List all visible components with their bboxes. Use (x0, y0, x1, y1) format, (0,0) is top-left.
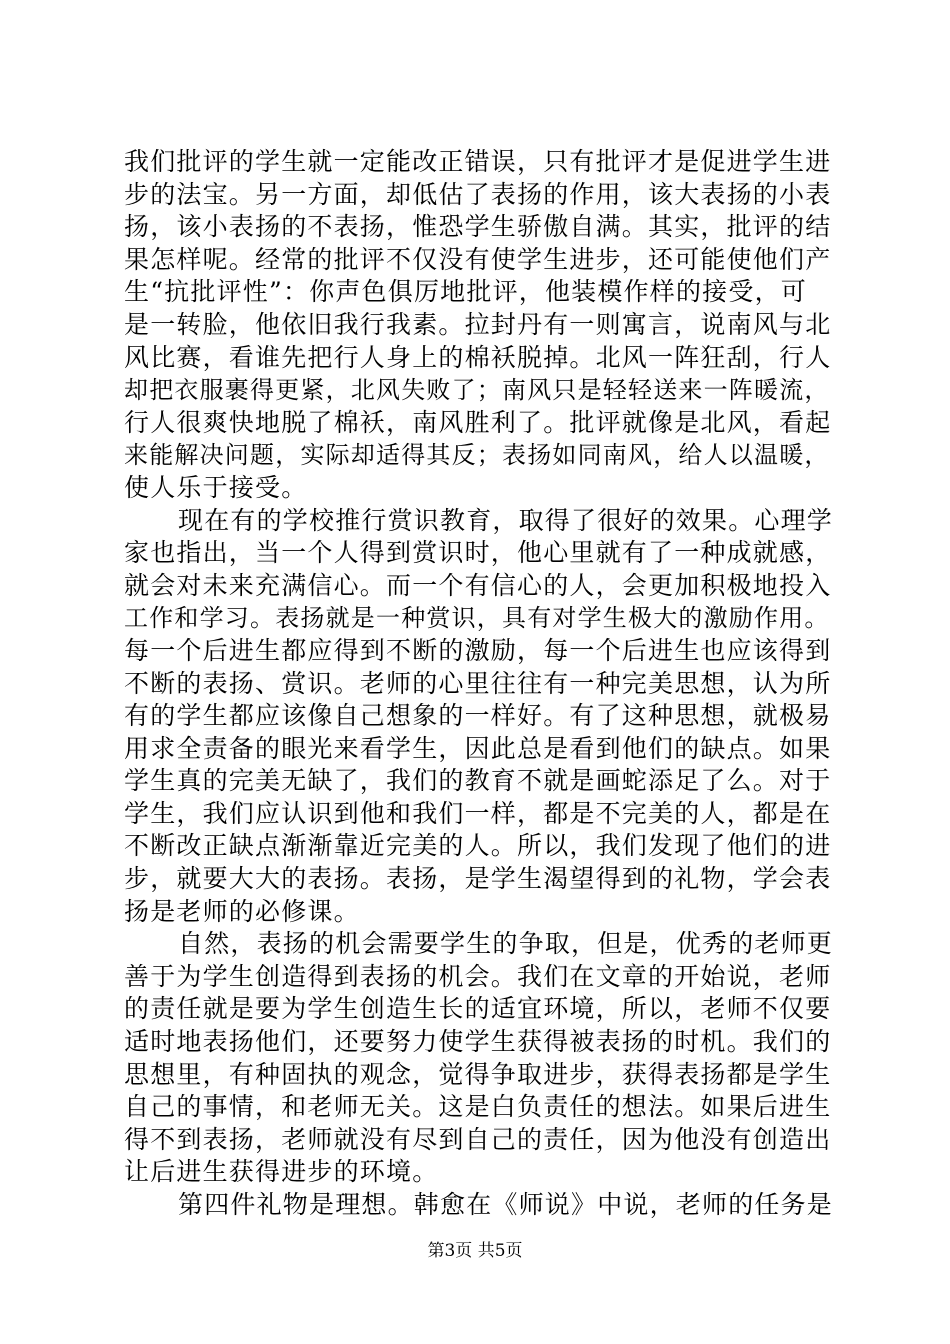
text-line: 生“抗批评性”：你声色俱厉地批评，他装模作样的接受，可 (124, 277, 807, 307)
text-line: 我们批评的学生就一定能改正错误，只有批评才是促进学生进 (124, 147, 832, 176)
text-line: 学生真的完美无缺了，我们的教育不就是画蛇添足了么。对于 (124, 766, 832, 796)
text-line: 每一个后进生都应得到不断的激励，每一个后进生也应该得到 (124, 635, 832, 665)
text-line: 学生，我们应认识到他和我们一样，都是不完美的人，都是在 (124, 798, 832, 828)
text-line: 的责任就是要为学生创造生长的适宜环境，所以，老师不仅要 (124, 994, 832, 1024)
paragraph-first-line: 自然，表扬的机会需要学生的争取，但是，优秀的老师更 (178, 929, 834, 959)
text-line: 工作和学习。表扬就是一种赏识，具有对学生极大的激励作用。 (124, 604, 830, 633)
page-number-footer: 第3页 共5页 (427, 1241, 523, 1261)
text-line: 家也指出，当一个人得到赏识时，他心里就有了一种成就感， (124, 538, 832, 568)
text-line: 善于为学生创造得到表扬的机会。我们在文章的开始说，老师 (124, 961, 832, 991)
text-line: 适时地表扬他们，还要努力使学生获得被表扬的时机。我们的 (124, 1027, 832, 1057)
text-line: 用求全责备的眼光来看学生，因此总是看到他们的缺点。如果 (124, 733, 832, 763)
text-line: 不断的表扬、赏识。老师的心里往往有一种完美思想，认为所 (124, 668, 832, 698)
text-line: 行人很爽快地脱了棉袄，南风胜利了。批评就像是北风，看起 (124, 407, 832, 437)
text-line: 有的学生都应该像自己想象的一样好。有了这种思想，就极易 (124, 701, 832, 731)
text-line: 果怎样呢。经常的批评不仅没有使学生进步，还可能使他们产 (124, 244, 832, 274)
text-line: 自己的事情，和老师无关。这是白负责任的想法。如果后进生 (124, 1092, 832, 1122)
text-line: 来能解决问题，实际却适得其反；表扬如同南风，给人以温暖， (124, 441, 830, 470)
text-line: 不断改正缺点渐渐靠近完美的人。所以，我们发现了他们的进 (124, 831, 832, 861)
text-line: 扬是老师的必修课。 (124, 896, 360, 926)
text-line: 得不到表扬，老师就没有尽到自己的责任，因为他没有创造出 (124, 1124, 832, 1154)
text-line: 扬，该小表扬的不表扬，惟恐学生骄傲自满。其实，批评的结 (124, 212, 832, 242)
paragraph-first-line: 现在有的学校推行赏识教育，取得了很好的效果。心理学 (178, 505, 834, 535)
text-line: 让后进生获得进步的环境。 (124, 1157, 439, 1187)
text-line: 思想里，有种固执的观念，觉得争取进步，获得表扬都是学生 (124, 1059, 832, 1089)
text-line: 却把衣服裹得更紧，北风失败了；南风只是轻轻送来一阵暖流， (124, 376, 830, 405)
text-line: 是一转脸，他依旧我行我素。拉封丹有一则寓言，说南风与北 (124, 309, 832, 339)
text-line: 步的法宝。另一方面，却低估了表扬的作用，该大表扬的小表 (124, 179, 832, 209)
document-body (124, 146, 836, 1222)
text-line: 就会对未来充满信心。而一个有信心的人，会更加积极地投入 (124, 570, 832, 600)
text-line: 步，就要大大的表扬。表扬，是学生渴望得到的礼物，学会表 (124, 864, 832, 894)
text-line: 使人乐于接受。 (124, 472, 308, 502)
text-line: 风比赛，看谁先把行人身上的棉袄脱掉。北风一阵狂刮，行人 (124, 342, 832, 372)
paragraph-first-line: 第四件礼物是理想。韩愈在《师说》中说，老师的任务是 (178, 1190, 834, 1219)
